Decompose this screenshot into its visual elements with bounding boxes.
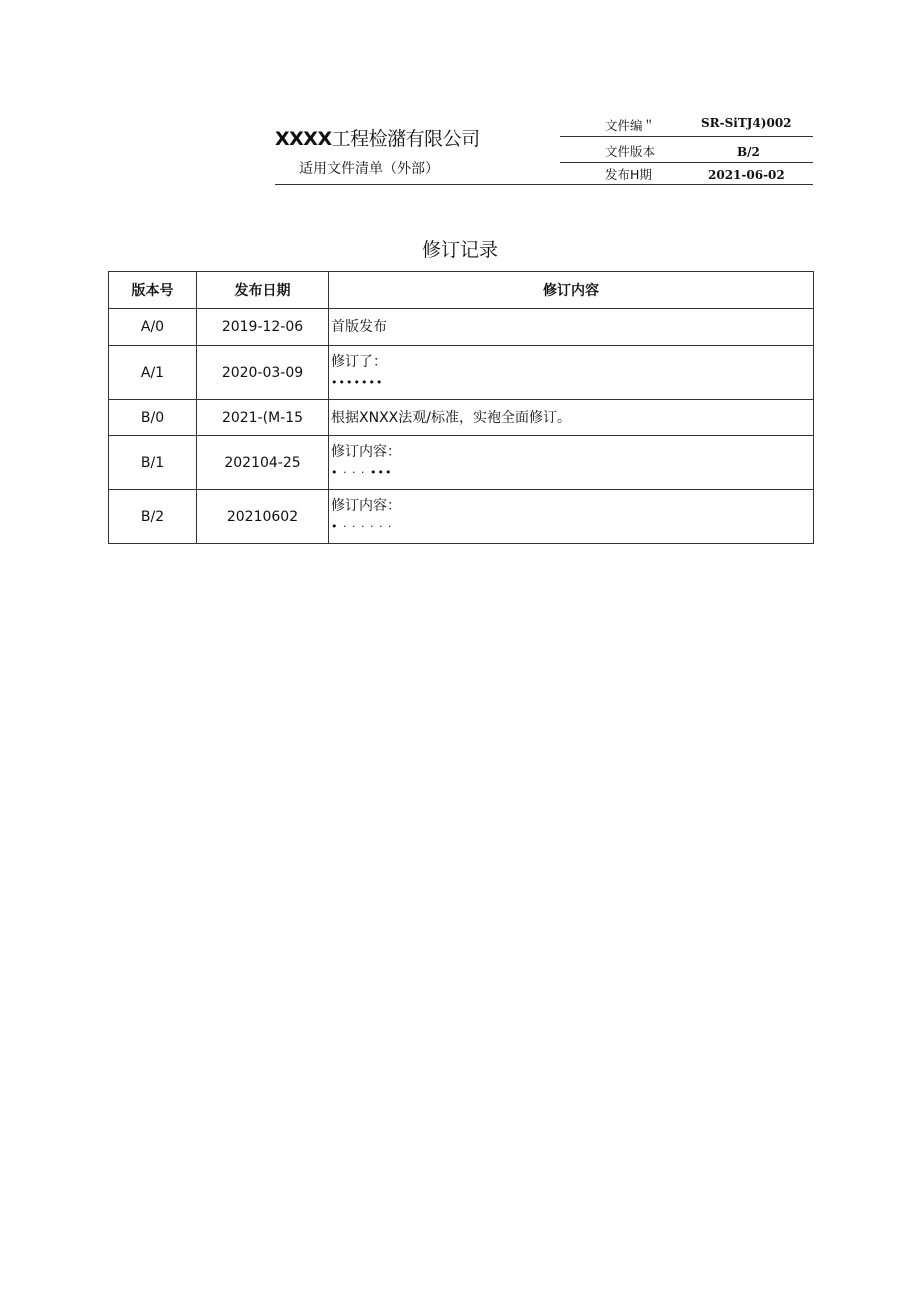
version-cell: A/0 — [109, 309, 197, 346]
column-header-date: 发布日期 — [197, 272, 329, 309]
table-row — [109, 490, 814, 544]
content-cell — [329, 400, 814, 436]
table-header-row — [109, 272, 814, 309]
page-title: 修订记录 — [421, 239, 498, 261]
date-cell: 2021-(M-15 — [197, 400, 329, 436]
meta-row-doc-version — [560, 138, 813, 163]
meta-row-release-date — [560, 161, 813, 185]
content-bullets: ••••••• — [331, 376, 384, 389]
company-name-rest: 工程检潴有限公司 — [331, 128, 480, 150]
table-row — [109, 436, 814, 490]
company-name-prefix: XXXX — [275, 128, 332, 150]
meta-value-doc-number: SR-SiTJ4)002 — [701, 116, 792, 130]
content-bullets: • · · · ••• — [331, 466, 393, 479]
date-cell: 2019-12-06 — [197, 309, 329, 346]
version-cell: B/1 — [109, 436, 197, 490]
content-line: 修订内容： — [331, 444, 401, 460]
table-row — [109, 400, 814, 436]
content-cell — [329, 309, 814, 346]
meta-label-doc-number: 文件编＂ — [605, 118, 656, 133]
revision-table — [108, 271, 814, 544]
content-line: 根据XNXX法观/标准，实袍全面修订。 — [331, 409, 571, 426]
meta-row-doc-number — [560, 112, 813, 137]
content-bullets: • · · · · · · — [331, 520, 393, 533]
content-cell — [329, 490, 814, 544]
content-line: 修订内容： — [331, 498, 401, 514]
meta-label-release-date: 发布H期 — [605, 167, 652, 182]
column-header-content: 修订内容 — [329, 272, 814, 309]
content-cell — [329, 346, 814, 400]
date-cell: 202104-25 — [197, 436, 329, 490]
content-line: 修订了： — [331, 354, 387, 370]
meta-label-doc-version: 文件版本 — [605, 144, 656, 159]
column-header-version: 版本号 — [109, 272, 197, 309]
content-line: 首版发布 — [331, 319, 387, 335]
version-cell: B/0 — [109, 400, 197, 436]
meta-value-release-date: 2021-06-02 — [708, 168, 785, 182]
document-subtitle: 适用文件清单（外部） — [299, 161, 439, 177]
table-row — [109, 346, 814, 400]
date-cell: 2020-03-09 — [197, 346, 329, 400]
table-row — [109, 309, 814, 346]
date-cell: 20210602 — [197, 490, 329, 544]
content-cell — [329, 436, 814, 490]
version-cell: B/2 — [109, 490, 197, 544]
company-name — [275, 124, 480, 151]
version-cell: A/1 — [109, 346, 197, 400]
meta-value-doc-version: B/2 — [737, 145, 760, 159]
